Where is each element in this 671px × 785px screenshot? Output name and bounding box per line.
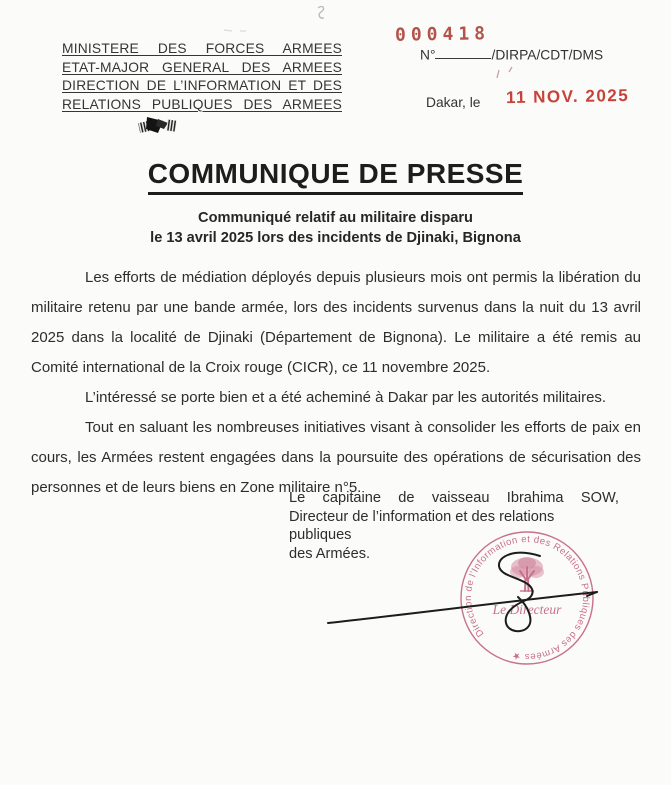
stamped-date: 11 NOV. 2025 xyxy=(505,85,630,108)
body-text xyxy=(31,263,641,503)
signatory-name: Le capitaine de vaisseau Ibrahima SOW, xyxy=(289,490,619,506)
letterhead-line-2: ETAT-MAJOR GENERAL DES ARMEES xyxy=(62,59,342,75)
reference-suffix: /DIRPA/CDT/DMS xyxy=(491,47,604,63)
dateline-place: Dakar, le xyxy=(426,95,481,110)
dirpa-emblem-icon xyxy=(138,112,180,138)
seal-director-label: Le Directeur xyxy=(492,602,562,617)
signature-stroke-line xyxy=(328,592,597,623)
paragraph-2: L’intéressé se porte bien et a été acheminé à Dakar par les autorités militaires. xyxy=(85,389,607,406)
scan-mark-icon xyxy=(224,30,246,31)
paragraph-1: Les efforts de médiation déployés depuis plusieurs mois ont permis la libération du militaire retenu par une bande armée, lors des incidents survenus dans la nuit du 13 avril 2025 dans la localité de Djinaki (Département de Bignona). Le militaire a été remis au Comité international de la Croix rouge (CICR), ce 11 novembre 2025. xyxy=(31,269,641,376)
document-title: COMMUNIQUE DE PRESSE xyxy=(148,158,524,195)
signature-stroke-loop xyxy=(499,553,540,631)
seal-ring-text: Direction de l’Information et des Relations Publiques des Armées ★ xyxy=(462,533,592,663)
paragraph-3: Tout en saluant les nombreuses initiatives visant à consolider les efforts de paix en cours, les Armées restent engagées dans la poursuite des opérations de sécurisation des personnes et de leurs biens en Zone militaire n°5. xyxy=(31,419,641,496)
scan-mark-icon xyxy=(497,67,512,78)
handwritten-signature xyxy=(315,540,610,645)
stamped-serial-number: 000418 xyxy=(394,23,491,46)
signatory-title-2: des Armées. xyxy=(289,545,371,562)
reference-number xyxy=(420,47,603,62)
letterhead xyxy=(62,40,342,114)
letterhead-line-1: MINISTERE DES FORCES ARMEES xyxy=(62,41,342,56)
reference-blank-line xyxy=(435,47,491,59)
subtitle-line-2: le 13 avril 2025 lors des incidents de Djinaki, Bignona xyxy=(150,230,521,246)
letterhead-line-4: RELATIONS PUBLIQUES DES ARMEES xyxy=(62,96,342,112)
scan-squiggle-icon xyxy=(318,7,324,19)
letterhead-line-3: DIRECTION DE L’INFORMATION ET DES xyxy=(62,78,342,94)
subtitle-line-1: Communiqué relatif au militaire disparu xyxy=(198,210,473,226)
reference-prefix: N° xyxy=(420,47,436,63)
signatory-title-1: Directeur de l’information et des relations publiques xyxy=(289,508,555,544)
document-subtitle xyxy=(0,208,671,248)
